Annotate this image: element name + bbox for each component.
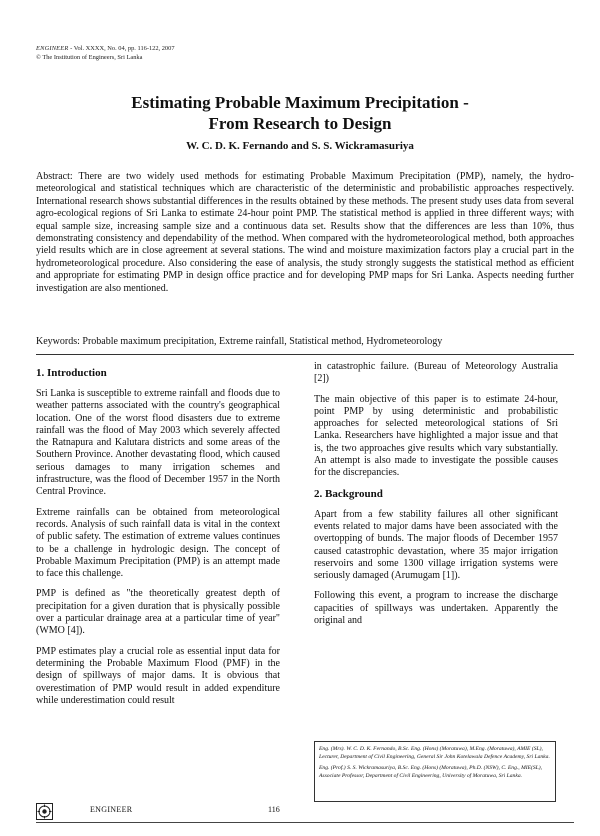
author-list: W. C. D. K. Fernando and S. S. Wickramasuriya [186,140,414,152]
paper-title [30,92,570,134]
author-affiliation-box [314,741,556,802]
section-divider [36,354,574,355]
journal-name: ENGINEER [36,45,69,52]
introduction-paragraph-2: Extreme rainfalls can be obtained from meteorological records. Analysis of such rainfall data is vital in the context of public safety. The estimation of extreme values continues to be a challenge in hydrologic design. The concept of Probable Maximum Precipitation (PMP) is an attempt made to face this challenge. [36,506,280,580]
background-heading: 2. Background [314,487,383,500]
title-line-2: From Research to Design [208,114,392,133]
title-line-1: Estimating Probable Maximum Precipitation - [131,93,469,112]
introduction-paragraph-5: The main objective of this paper is to estimate 24-hour, point PMP by using deterministic and probabilistic approaches for selected meteorological stations of Sri Lanka. Researchers have highlighted a major issue and that is, the two approaches give results which vary substantially. An attempt is also made to investigate the possible causes for the discrepancies. [314,393,558,479]
citation-details: - Vol. XXXX, No. 04, pp. 116-122, 2007 [68,45,175,52]
institution-logo-icon [36,803,53,820]
introduction-paragraph-3: PMP is defined as "the theoretically greatest depth of precipitation for a given duration that is physically possible over a particular drainage area at a particular time of year" (WMO [4]). [36,588,280,637]
background-paragraph-1: Apart from a few stability failures all other significant events related to major dams have been associated with the overtopping of bunds. The major floods of December 1957 caused catastrophic devastation, where 35 major irrigation reservoirs and some 1300 village irrigation systems were seriously damaged (Arumugam [1]). [314,508,558,582]
journal-header [36,44,175,62]
introduction-paragraph-1: Sri Lanka is susceptible to extreme rainfall and floods due to weather patterns associated with the country's geographical location. One of the worst flood disasters due to extreme rainfall was the flood of May 2003 which severely affected the Ratnapura and Kalutara districts and some areas of the Southern Province. Another devastating flood, which caused serious damages to many irrigation schemes and infrastructure, was the flood of December 1957 in the North Central Province. [36,388,280,498]
page-number: 116 [268,805,280,814]
footer-rule [36,822,574,823]
abstract: Abstract: There are two widely used methods for estimating Probable Maximum Precipitation (PMP), namely, the hydro-meteorological and statistical techniques which are characteristic of the deterministic and probabilistic approaches respectively. International research shows substantial differences in the results obtained by these methods. The present study uses data from several agro-ecological regions of Sri Lanka to estimate 24-hour point PMP. The statistical method is applied in three different ways; with equal sample size, increasing sample size and a continuous data set. Results show that the differences are less than 10%, thus demonstrating consistency and dependability of the method. When compared with the hydrometeorological method, both approaches yield results which are in close agreement at several stations. The wind and moisture maximization factors play a crucial part in the hydrometeorological procedure. Also considering the ease of analysis, the study strongly suggests the statistical method as efficient and appropriate for estimating PMP in design office practice and for developing PMP maps for Sri Lanka. Aspects needing further investigation are also mentioned. [36,171,574,294]
right-column [314,361,558,635]
introduction-paragraph-4-continued: in catastrophic failure. (Bureau of Meteorology Australia [2]) [314,361,558,385]
affiliation-author-2: Eng. (Prof.) S. S. Wickramasuriya, B.Sc. Eng. (Hons) (Moratuwa), Ph.D. (NSW), C. Eng., MIE(SL), Associate Professor, Department of Civil Engineering, University of Moratuwa, Sri Lanka. [319,765,543,779]
background-paragraph-2: Following this event, a program to increase the discharge capacities of spillways was undertaken. Apparently the original and [314,590,558,627]
introduction-heading: 1. Introduction [36,367,107,379]
copyright-line: © The Institution of Engineers, Sri Lanka [36,54,143,61]
affiliation-author-1: Eng. (Mrs). W. C. D. K. Fernando, B.Sc. Eng. (Hons) (Moratuwa), M.Eng. (Moratuwa), AMIE (SL), Lecturer, Department of Civil Engineering, General Sir John Kotelawala Defence Academy, Sri Lanka. [319,746,550,760]
introduction-paragraph-4: PMP estimates play a crucial role as essential input data for determining the Probable Maximum Flood (PMF) in the design of spillways of major dams. It is obvious that overestimation of PMP would result in added expenditure while underestimation could result [36,645,280,706]
left-column [36,361,280,715]
keywords: Keywords: Probable maximum precipitation, Extreme rainfall, Statistical method, Hydrometeorology [36,336,443,347]
footer-journal-name: ENGINEER [90,805,133,814]
citation-line [36,44,175,53]
